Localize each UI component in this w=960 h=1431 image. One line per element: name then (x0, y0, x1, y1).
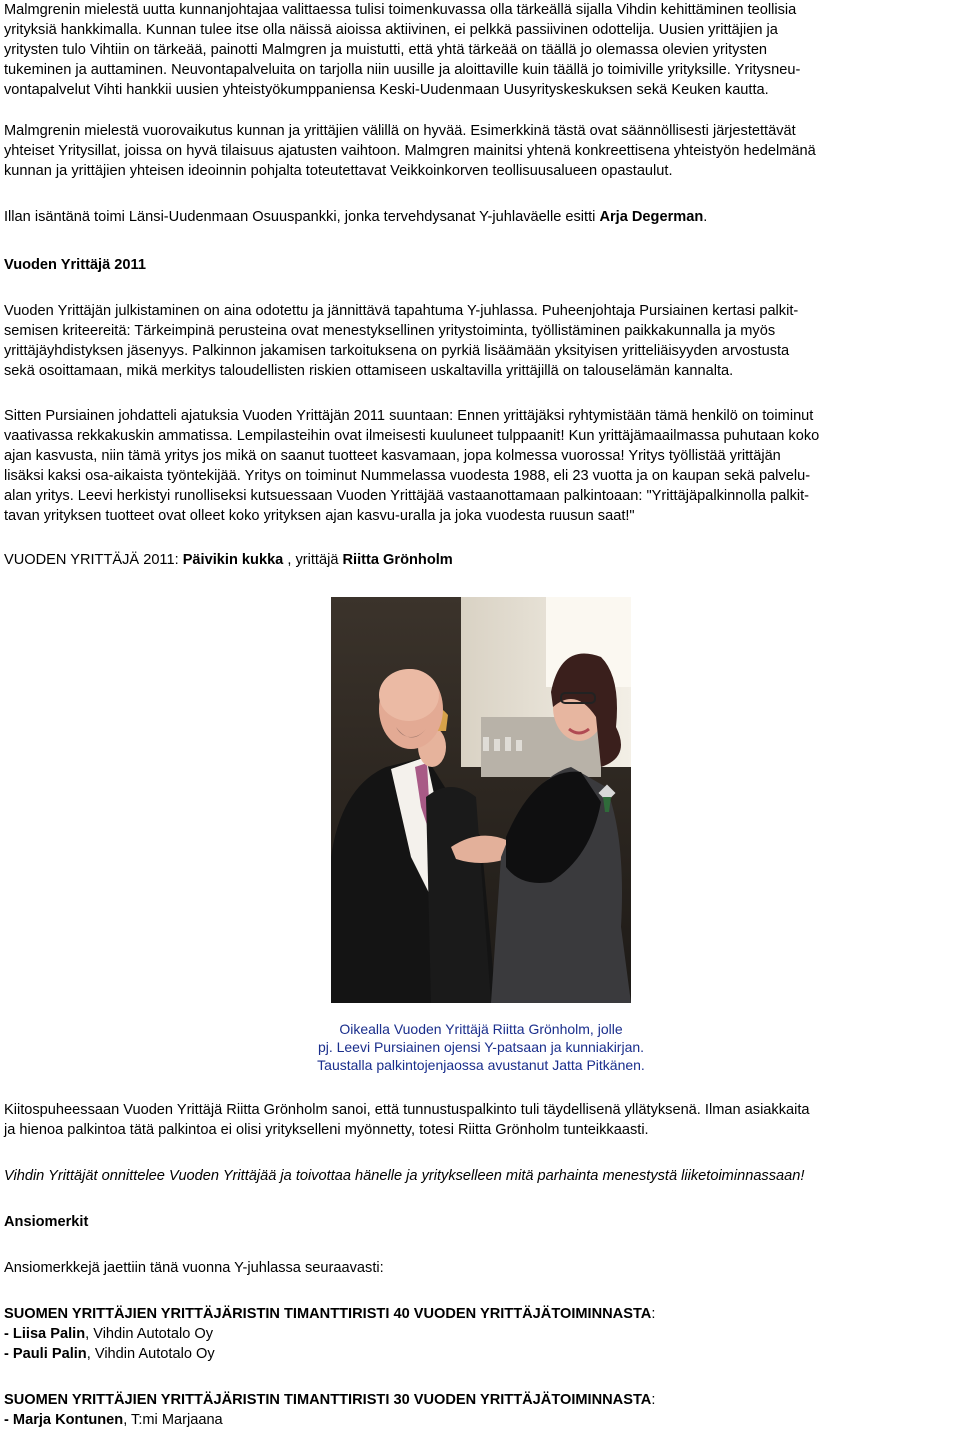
award-middle: , yrittäjä (283, 552, 343, 568)
host-end: . (703, 209, 708, 225)
caption-line: pj. Leevi Pursiainen ojensi Y-patsaan ja kunniakirjan. (317, 1039, 645, 1055)
text-line: yritysten tulo Vihtiin on tärkeää, painotti Malmgren ja muistutti, että yhtä tärkeää on täällä jo olemassa olevien yritysten (4, 42, 768, 58)
award-photo-illustration (331, 597, 631, 1003)
paragraph-congratulations (4, 1166, 950, 1186)
award-30-title: SUOMEN YRITTÄJIEN YRITTÄJÄRISTIN TIMANTTIRISTI 30 VUODEN YRITTÄJÄTOIMINNASTA (4, 1392, 652, 1408)
paragraph-malmgren-intro (4, 0, 950, 100)
award-30-years: SUOMEN YRITTÄJIEN YRITTÄJÄRISTIN TIMANTTIRISTI 30 VUODEN YRITTÄJÄTOIMINNASTA: - Marja Kontunen, T:mi Marjaana (4, 1390, 950, 1430)
text-line: ja hienoa palkintoa tätä palkintoa ei olisi yritykselleni myönnetty, totesi Riitta Grönholm tunteikkaasti. (4, 1122, 649, 1138)
award-company: Päivikin kukka (182, 552, 284, 568)
text-line: ajan kasvusta, niin tämä yritys jos mikä on saanut tuotteet kasvamaan, jopa kolmessa vuorossa! Yritys työllistää yrittäjän (4, 448, 781, 464)
recipient-name: Pauli Palin (12, 1346, 87, 1362)
paragraph-cooperation (4, 121, 950, 181)
text-line: yhteiset Yritysillat, joissa on hyvä tilaisuus ajatusten vaihtoon. Malmgren mainitsi yhtenä konkreettisena yhteistyön hedelmänä (4, 143, 816, 159)
text-line: tavan yrityksen tuotteet ovat olleet koko yrityksen ajan kasvu-uralla ja joka vuodesta ruusun saat!" (4, 508, 635, 524)
recipient-item: - Liisa Palin, Vihdin Autotalo Oy (4, 1326, 214, 1342)
text-line: Malmgrenin mielestä vuorovaikutus kunnan ja yrittäjien välillä on hyvää. Esimerkkinä tästä ovat säännöllisesti järjestettävät (4, 123, 796, 139)
host-text: Illan isäntänä toimi Länsi-Uudenmaan Osuuspankki, jonka tervehdysanat Y-juhlaväelle esitti (4, 209, 600, 225)
text-line: vontapalvelut Vihti hankkii uusien yhteistyökumppaniensa Keski-Uudenmaan Uusyrityskeskuksen sekä Keuken kautta. (4, 82, 769, 98)
text-line: vaativassa rekkakuskin ammatissa. Lempilasteihin ovat ilmeisesti kuuluneet tulppaanit! Kun yrittäjämaailmassa puhutaan koko (4, 428, 820, 444)
text-line: alan yritys. Leevi herkistyi runolliseksi kutsuessaan Vuoden Yrittäjää vastaanottamaan palkintoaan: "Yrittäjäpalkinnolla palkit- (4, 488, 810, 504)
section-heading-vuoden-yrittaja: Vuoden Yrittäjä 2011 (4, 257, 146, 273)
caption-line: Taustalla palkintojenjaossa avustanut Jatta Pitkänen. (317, 1057, 645, 1073)
text-line: yrittäjäyhdistyksen jäsenyys. Palkinnon jakamisen tarkoituksena on pyrkiä lisäämään yksityisen yritteliäisyyden arvostusta (4, 343, 790, 359)
text-line: Sitten Pursiainen johdatteli ajatuksia Vuoden Yrittäjän 2011 suuntaan: Ennen yrittäjäksi ryhtymistään tämä henkilö on toiminut (4, 408, 814, 424)
section-heading-ansiomerkit: Ansiomerkit (4, 1214, 89, 1230)
paragraph-clues (4, 406, 950, 526)
text-line: yrityksiä hankkimalla. Kunnan tulee itse olla näissä aioissa aktiivinen, ei pelkkä passiivinen odottelija. Uusien yrittäjien ja (4, 22, 778, 38)
award-person: Riitta Grönholm (342, 552, 453, 568)
recipient-name: Marja Kontunen (12, 1412, 124, 1428)
recipient-company: , Vihdin Autotalo Oy (86, 1346, 215, 1362)
paragraph-host (4, 207, 950, 227)
recipient-company: , Vihdin Autotalo Oy (85, 1326, 214, 1342)
recipient-name: Liisa Palin (12, 1326, 86, 1342)
recipient-item: - Marja Kontunen, T:mi Marjaana (4, 1412, 223, 1428)
award-photo (331, 597, 631, 1003)
recipient-company: , T:mi Marjaana (123, 1412, 223, 1428)
award-prefix: VUODEN YRITTÄJÄ 2011: (4, 552, 183, 568)
text-line: Ansiomerkkejä jaettiin tänä vuonna Y-juhlassa seuraavasti: (4, 1260, 384, 1276)
award-winner-line (4, 550, 950, 570)
text-line: Kiitospuheessaan Vuoden Yrittäjä Riitta Grönholm sanoi, että tunnustuspalkinto tuli täydellisenä yllätyksenä. Ilman asiakkaita (4, 1102, 810, 1118)
paragraph-thank-you (4, 1100, 950, 1140)
text-line: semisen kriteereitä: Tärkeimpinä perusteina ovat menestyksellinen yritystoiminta, työllistäminen paikkakunnalla ja myös (4, 323, 776, 339)
text-line: tukeminen ja auttaminen. Neuvontapalveluita on tarjolla niin uusille ja aloittaville kuin täällä jo toimiville yrityksille. Yritysneu- (4, 62, 801, 78)
caption-line: Oikealla Vuoden Yrittäjä Riitta Grönholm, jolle (339, 1021, 623, 1037)
recipient-item: - Pauli Palin, Vihdin Autotalo Oy (4, 1346, 215, 1362)
host-name: Arja Degerman (599, 209, 704, 225)
paragraph-criteria (4, 301, 950, 381)
text-line: lisäksi kaksi osa-aikaista työntekijää. Yritys on toiminut Nummelassa vuodesta 1988, eli 23 vuotta ja on kaupan sekä palvelu- (4, 468, 811, 484)
text-line: Vihdin Yrittäjät onnittelee Vuoden Yrittäjää ja toivottaa hänelle ja yritykselleen mitä parhainta menestystä liiketoiminnassaan! (4, 1168, 805, 1184)
photo-caption (280, 1020, 682, 1074)
text-line: sekä osoittamaan, mikä merkitys taloudellisten riskien ottamiseen uskaltavilla yrittäjillä on talouselämän kannalta. (4, 363, 734, 379)
text-line: Vuoden Yrittäjän julkistaminen on aina odotettu ja jännittävä tapahtuma Y-juhlassa. Puheenjohtaja Pursiainen kertasi palkit- (4, 303, 799, 319)
award-40-years: SUOMEN YRITTÄJIEN YRITTÄJÄRISTIN TIMANTTIRISTI 40 VUODEN YRITTÄJÄTOIMINNASTA: - Liisa Palin, Vihdin Autotalo Oy - Pauli Palin, Vihdin Autotalo Oy (4, 1304, 950, 1364)
text-line: kunnan ja yrittäjien yhteisen ideoinnin pohjalta toteutettavat Veikkoinkorven teollisuusalueen opastaulut. (4, 163, 673, 179)
paragraph-merits-intro (4, 1258, 950, 1278)
award-40-title: SUOMEN YRITTÄJIEN YRITTÄJÄRISTIN TIMANTTIRISTI 40 VUODEN YRITTÄJÄTOIMINNASTA (4, 1306, 652, 1322)
text-line: Malmgrenin mielestä uutta kunnanjohtajaa valittaessa tulisi toimenkuvassa olla tärkeällä sijalla Vihdin kehittäminen teollisia (4, 2, 797, 18)
